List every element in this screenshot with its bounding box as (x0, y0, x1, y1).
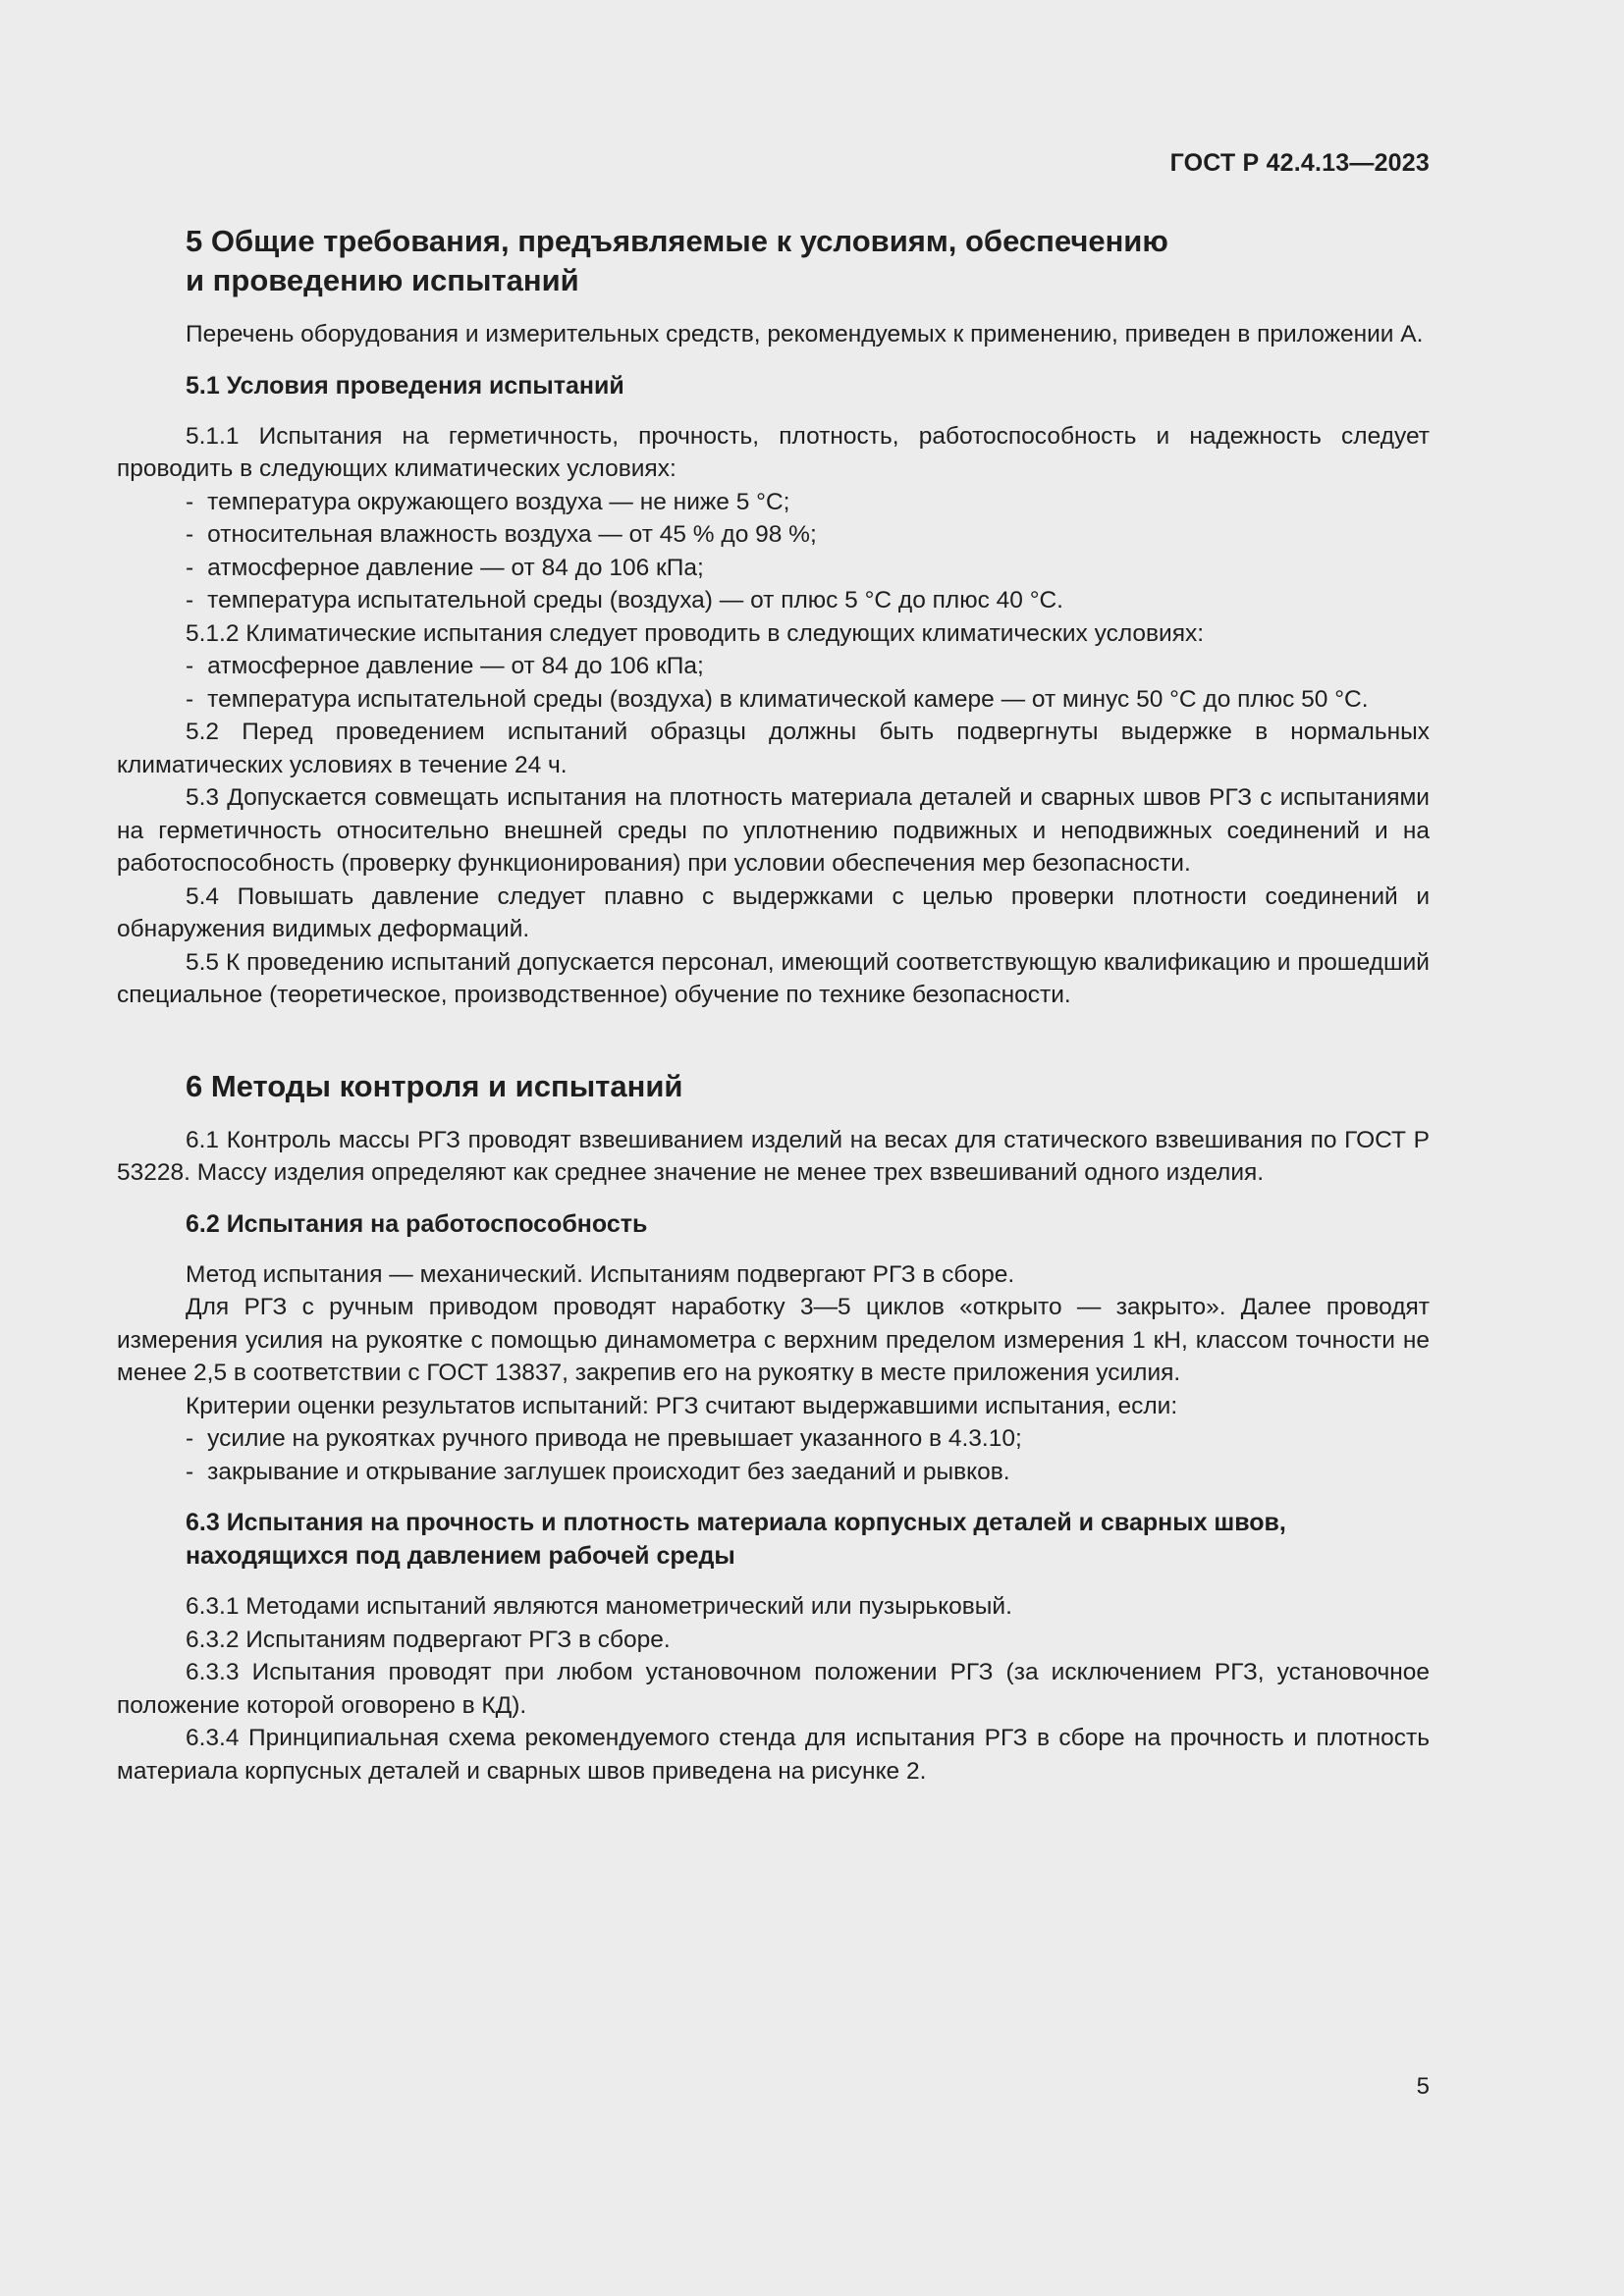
page-number: 5 (1416, 2073, 1430, 2100)
section-5-heading-line2: и проведению испытаний (186, 263, 579, 297)
document-body (117, 222, 1430, 1788)
list-item: - температура окружающего воздуха — не ниже 5 °С; (186, 488, 790, 515)
paragraph-6-3-2: 6.3.2 Испытаниям подвергают РГЗ в сборе. (186, 1626, 671, 1653)
document-page (117, 0, 1430, 2296)
paragraph-5-4: 5.4 Повышать давление следует плавно с выдержками с целью проверки плотности соединений и обнаружения видимых деформаций. (117, 882, 1430, 942)
paragraph-6-3-3: 6.3.3 Испытания проводят при любом установочном положении РГЗ (за исключением РГЗ, установочное положение которой оговорено в КД). (117, 1659, 1430, 1719)
standard-code: ГОСТ Р 42.4.13—2023 (1169, 149, 1430, 177)
section-6-2-heading: 6.2 Испытания на работоспособность (186, 1209, 648, 1238)
section-5-1-heading: 5.1 Условия проведения испытаний (186, 371, 624, 400)
section-6-heading: 6 Методы контроля и испытаний (186, 1068, 683, 1103)
section-6-3-heading-line1: 6.3 Испытания на прочность и плотность материала корпусных деталей и сварных швов, (186, 1509, 1286, 1536)
list-item: - температура испытательной среды (воздуха) — от плюс 5 °С до плюс 40 °С. (186, 587, 1063, 614)
list-item: - атмосферное давление — от 84 до 106 кПа; (186, 554, 704, 581)
list-item: - температура испытательной среды (воздуха) в климатической камере — от минус 50 °С до плюс 50 °С. (186, 685, 1369, 713)
section-5-heading-line1: 5 Общие требования, предъявляемые к условиям, обеспечению (186, 224, 1168, 258)
section-5-intro: Перечень оборудования и измерительных средств, рекомендуемых к применению, приведен в приложении А. (186, 321, 1424, 347)
paragraph-5-2: 5.2 Перед проведением испытаний образцы должны быть подвергнуты выдержке в нормальных климатических условиях в течение 24 ч. (117, 719, 1430, 778)
paragraph-5-1-1: 5.1.1 Испытания на герметичность, прочность, плотность, работоспособность и надежность следует проводить в следующих климатических условиях: (117, 422, 1430, 482)
paragraph-5-3: 5.3 Допускается совмещать испытания на плотность материала деталей и сварных швов РГЗ с испытаниями на герметичность относительно внешней среды по уплотнению подвижных и неподвижных соединений и на работоспособность (проверку функционирования) при условии обеспечения мер безопасности. (117, 784, 1430, 877)
section-6-3-heading-line2: находящихся под давлением рабочей среды (186, 1542, 735, 1570)
section-6-3-heading (117, 1506, 1430, 1573)
paragraph-5-1-2: 5.1.2 Климатические испытания следует проводить в следующих климатических условиях: (186, 619, 1205, 647)
paragraph-6-3-1: 6.3.1 Методами испытаний являются манометрический или пузырьковый. (186, 1593, 1012, 1620)
section-5-heading (117, 222, 1430, 300)
paragraph-6-2-method: Метод испытания — механический. Испытаниям подвергают РГЗ в сборе. (186, 1260, 1015, 1288)
list-item: - относительная влажность воздуха — от 45 % до 98 %; (186, 521, 817, 548)
paragraph-6-2-procedure: Для РГЗ с ручным приводом проводят наработку 3—5 циклов «открыто — закрыто». Далее проводят измерения усилия на рукоятке с помощью динамометра с верхним пределом измерения 1 кН, классом точности не менее 2,5 в соответствии с ГОСТ 13837, закрепив его на рукоятку в месте приложения усилия. (117, 1294, 1430, 1386)
paragraph-6-2-criteria: Критерии оценки результатов испытаний: РГЗ считают выдержавшими испытания, если: (186, 1392, 1178, 1419)
paragraph-6-1: 6.1 Контроль массы РГЗ проводят взвешиванием изделий на весах для статического взвешивания по ГОСТ Р 53228. Массу изделия определяют как среднее значение не менее трех взвешиваний одного изделия. (117, 1126, 1430, 1186)
list-item: - атмосферное давление — от 84 до 106 кПа; (186, 653, 704, 679)
paragraph-5-5: 5.5 К проведению испытаний допускается персонал, имеющий соответствующую квалификацию и прошедший специальное (теоретическое, производственное) обучение по технике безопасности. (117, 948, 1430, 1008)
list-item: - усилие на рукоятках ручного привода не превышает указанного в 4.3.10; (186, 1425, 1022, 1452)
paragraph-6-3-4: 6.3.4 Принципиальная схема рекомендуемого стенда для испытания РГЗ в сборе на прочность и плотность материала корпусных деталей и сварных швов приведена на рисунке 2. (117, 1725, 1430, 1785)
list-item: - закрывание и открывание заглушек происходит без заеданий и рывков. (186, 1458, 1010, 1485)
